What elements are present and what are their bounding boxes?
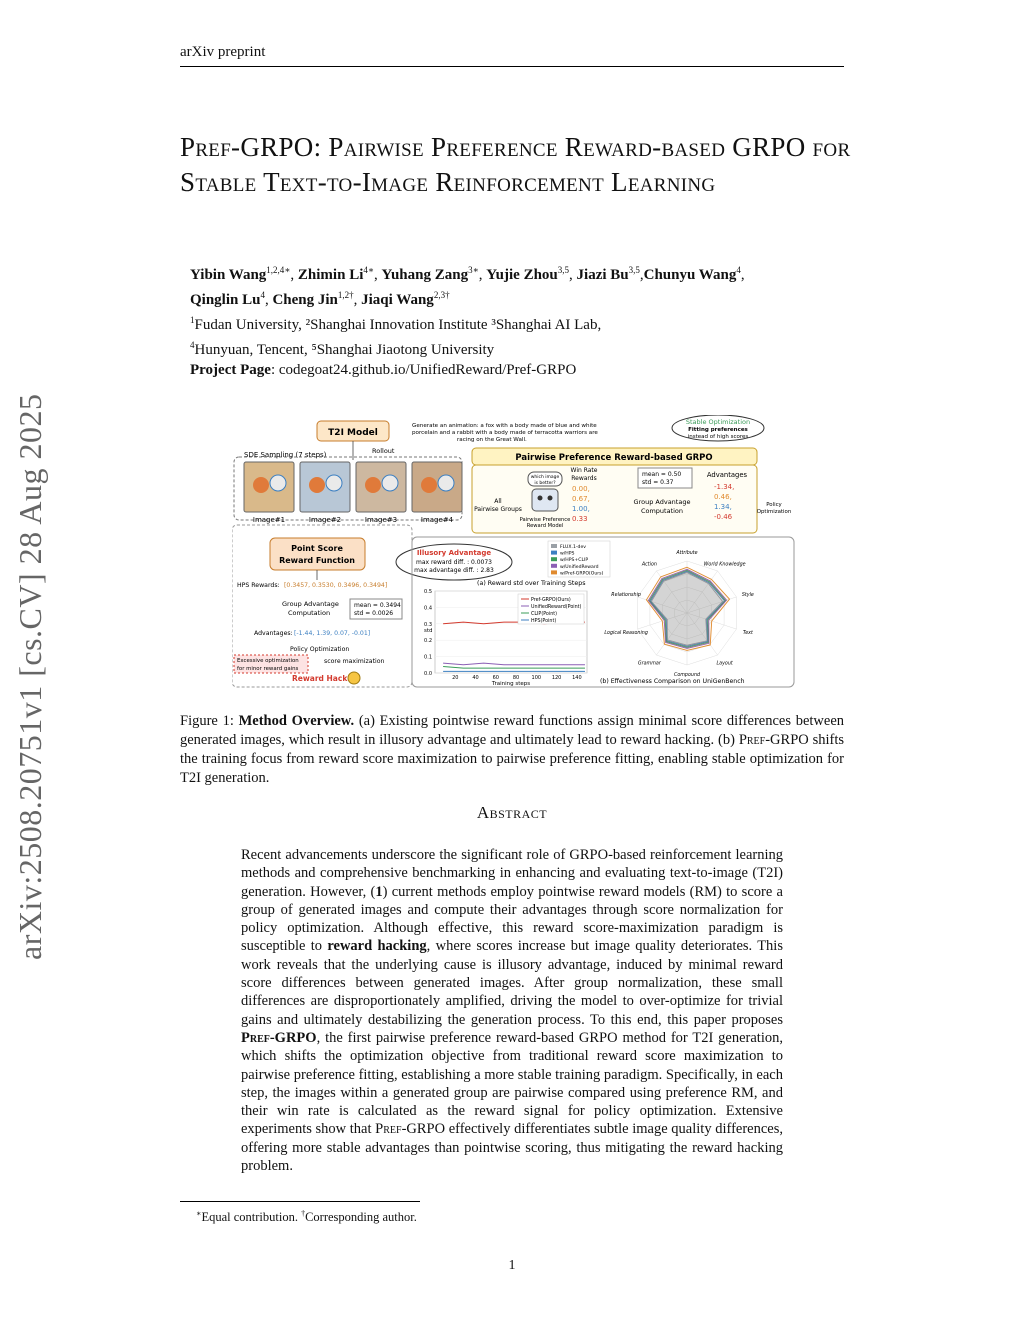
author-name: Qinglin Lu xyxy=(190,292,261,308)
y-tick-label: 0.5 xyxy=(424,589,432,595)
page-number: 1 xyxy=(508,1258,516,1273)
image-label: Image#2 xyxy=(308,516,342,524)
stable-line-2: instead of high scores xyxy=(687,434,749,440)
which-better-2: is better? xyxy=(534,481,556,486)
prompt-text-1: Generate an animation: a fox with a body made of blue and white xyxy=(412,423,597,429)
figure-canvas xyxy=(232,415,797,688)
radar-category-label: Text xyxy=(742,630,753,636)
radar-category-label: World Knowledge xyxy=(703,562,746,568)
y-tick-label: 0.3 xyxy=(424,621,432,628)
legend-swatch xyxy=(551,570,557,574)
x-tick-label: 80 xyxy=(512,675,520,681)
author-name: Zhimin Li xyxy=(297,267,364,283)
legend-label: HPS(Point) xyxy=(531,619,557,624)
rabbit-figure-icon xyxy=(270,475,286,491)
mean-right: mean = 0.50 xyxy=(642,471,682,478)
fox-figure-icon xyxy=(421,477,437,493)
advantages-left-values: [-1.44, 1.39, 0.07, -0.01] xyxy=(294,630,371,637)
radar-category-label: Layout xyxy=(716,661,733,667)
image-label: Image#3 xyxy=(364,516,398,524)
radar-category-label: Relationship xyxy=(611,593,641,599)
excessive-line-2: for minor reward gains xyxy=(237,666,299,672)
panel-b-title: (b) Effectiveness Comparison on UniGenBench xyxy=(600,678,745,685)
x-tick-label: 120 xyxy=(551,675,562,681)
generated-image-thumbnail xyxy=(356,462,406,512)
project-link[interactable]: : codegoat24.github.io/UnifiedReward/Pref-GRPO xyxy=(270,362,577,378)
legend-swatch xyxy=(551,557,557,561)
advantage-value: -0.46 xyxy=(714,513,733,521)
score-max-label: score maximization xyxy=(324,658,385,665)
generated-image-thumbnail xyxy=(244,462,294,512)
method-overview-figure xyxy=(232,415,797,688)
prompt-text-3: racing on the Great Wall. xyxy=(457,437,527,443)
win-rate-value: 0.33 xyxy=(572,515,588,523)
group-adv-left-label-1: Group Advantage xyxy=(282,600,339,608)
legend-swatch xyxy=(551,564,557,568)
rollout-label: Rollout xyxy=(372,447,395,455)
advantage-value: 1.34, xyxy=(714,503,732,511)
y-tick-label: 0.4 xyxy=(424,605,432,612)
reward-std-line-chart xyxy=(424,589,587,687)
illusory-line-1: max reward diff. : 0.0073 xyxy=(415,559,493,566)
author-name: Chunyu Wang xyxy=(643,267,737,283)
legend-label: w/HPS xyxy=(560,551,575,557)
x-axis-label: Training steps xyxy=(491,681,531,687)
y-tick-label: 0.2 xyxy=(424,638,432,645)
advantages-left-label: Advantages: xyxy=(254,630,293,637)
point-score-label-1: Point Score xyxy=(291,544,343,553)
policy-opt-right-2: Optimization xyxy=(756,509,792,515)
x-tick-label: 140 xyxy=(572,675,582,681)
running-header: arXiv preprint xyxy=(180,44,266,60)
hps-rewards-label: HPS Rewards: xyxy=(237,582,280,589)
radar-series xyxy=(646,567,729,650)
rabbit-figure-icon xyxy=(326,475,342,491)
policy-opt-left: Policy Optimization xyxy=(290,646,350,653)
paper-title: Pref-GRPO: Pairwise Preference Reward-based GRPO for Stable Text-to-Image Reinforcement Learning xyxy=(180,132,851,197)
author-block xyxy=(190,260,830,380)
fox-figure-icon xyxy=(309,477,325,493)
fox-figure-icon xyxy=(253,477,269,493)
illusory-title: Illusory Advantage xyxy=(416,549,492,557)
footnote: ∗Equal contribution. †Corresponding author. xyxy=(196,1209,417,1225)
affiliation-line: $^4$Hunyuan, Tencent, ⁵Shanghai Jiaotong University xyxy=(190,340,495,358)
author-name: Yujie Zhou xyxy=(486,267,558,283)
robot-eye-icon xyxy=(538,496,543,501)
crying-face-icon xyxy=(348,672,360,684)
arxiv-side-identifier: arXiv:2508.20751v1 [cs.CV] 28 Aug 2025 xyxy=(12,393,48,960)
rabbit-figure-icon xyxy=(382,475,398,491)
legend-label: UnifiedReward(Point) xyxy=(531,605,582,610)
std-left: std = 0.0026 xyxy=(354,610,394,617)
all-pairwise-1: All xyxy=(494,498,502,505)
legend-label: CLIP(Point) xyxy=(531,612,557,617)
std-right: std = 0.37 xyxy=(642,479,674,486)
hps-rewards-values: [0.3457, 0.3530, 0.3496, 0.3494] xyxy=(284,582,388,589)
legend-label: w/HPS+CLIP xyxy=(560,558,589,564)
stable-line-1: Fitting preferences xyxy=(688,427,748,433)
generated-image-thumbnail xyxy=(300,462,350,512)
legend-swatch xyxy=(551,544,557,548)
all-pairwise-2: Pairwise Groups xyxy=(474,506,522,513)
radar-category-label: Logical Reasoning xyxy=(604,630,648,636)
figure-caption: Figure 1: Method Overview. (a) Existing pointwise reward functions assign minimal score differences between generated images, which result in illusory advantage and ultimately lead to reward hacking. (b) Pref-GRPO shifts the training focus from reward score maximization to pairwise preference fitting, enabling stable optimization for T2I generation. xyxy=(180,713,845,786)
which-better-1: which image xyxy=(530,475,560,480)
radar-category-label: Action xyxy=(641,562,657,568)
illusory-line-2: max advantage diff. : 2.83 xyxy=(414,567,494,574)
x-tick-label: 20 xyxy=(452,675,459,681)
legend-label: w/Pref-GRPO(Ours) xyxy=(560,571,604,577)
footnote-rule xyxy=(180,1201,420,1202)
advantages-right-label: Advantages xyxy=(706,471,748,479)
author-name: Jiazi Bu xyxy=(576,267,629,283)
advantage-value: 0.46, xyxy=(714,493,732,501)
image-label: Image#1 xyxy=(252,516,286,524)
prompt-text-2: porcelain and a rabbit with a body made of terracotta warriors are xyxy=(412,430,598,436)
pref-rm-1: Pairwise Preference xyxy=(519,517,571,523)
author-name: Yibin Wang xyxy=(190,267,267,283)
panel-a-title: (a) Reward std over Training Steps xyxy=(477,580,586,587)
legend-label: w/UnifiedReward xyxy=(560,564,599,570)
y-tick-label: 0.1 xyxy=(424,654,432,661)
generated-image-thumbnail xyxy=(412,462,462,512)
point-score-label-2: Reward Function xyxy=(279,556,355,565)
image-label: Image#4 xyxy=(420,516,454,524)
win-rate-value: 0.00, xyxy=(572,485,590,493)
x-tick-label: 100 xyxy=(531,675,542,681)
stable-title: Stable Optimization xyxy=(685,418,751,426)
header-rule xyxy=(180,66,844,67)
group-adv-right-2: Computation xyxy=(640,507,684,515)
x-tick-label: 40 xyxy=(472,675,479,681)
image-thumbnails xyxy=(244,462,462,524)
mean-left: mean = 0.3494 xyxy=(354,602,401,609)
legend-label: FLUX.1-dev xyxy=(560,545,586,550)
pref-grpo-title: Pairwise Preference Reward-based GRPO xyxy=(515,453,713,463)
rabbit-figure-icon xyxy=(438,475,454,491)
project-page: Project Page: codegoat24.github.io/UnifiedReward/Pref-GRPO xyxy=(190,362,577,378)
author-name: Jiaqi Wang xyxy=(361,292,434,308)
radar-category-label: Grammar xyxy=(637,661,661,667)
pref-rm-2: Reward Model xyxy=(526,523,564,529)
win-rate-value: 0.67, xyxy=(572,495,590,503)
affiliation-line: $^1$Fudan University, ²Shanghai Innovation Institute ³Shanghai AI Lab, xyxy=(190,315,602,333)
fox-figure-icon xyxy=(365,477,381,493)
radar-category-label: Attribute xyxy=(676,551,698,556)
author-names: Yibin Wang$^{1,2,4∗}$, Zhimin $Li^{4∗}$, Yuhang Zang$^{3∗}$, Yujie Zhou$^{3,5}$, Jiazi Bu$^{3,5}$,Chunyu Wang$^4$, Qinglin Lu$^4$, Cheng Jin$^{1,2\dagger}$, Jiaqi Wang$^{2,3\dagger}$ xyxy=(190,265,745,308)
reward-hack-label: Reward Hack xyxy=(292,674,348,683)
win-rate-value: 1.00, xyxy=(572,505,590,513)
group-adv-right-1: Group Advantage xyxy=(633,498,691,506)
abstract-heading: Abstract xyxy=(476,803,548,822)
y-axis-label: std xyxy=(424,628,433,634)
win-rate-2: Rewards xyxy=(571,475,597,482)
group-adv-left-label-2: Computation xyxy=(288,609,331,617)
abstract-body: Recent advancements underscore the significant role of GRPO-based reinforcement learning methods and comprehensive benchmarking in enhancing and evaluating text-to-image (T2I) generation. However, (1) current methods employ pointwise reward models (RM) to score a group of generated images and compute their advantages through score normalization for policy optimization. Although effective, this reward score-maximization paradigm is susceptible to reward hacking, where scores increase but image quality deteriorates. This work reveals that the underlying cause is illusory advantage, induced by minimal reward score differences between generated images. After group normalization, these small differences are disproportionately amplified, driving the model to over-optimize for trivial gains and ultimately destabilizing the generation process. To this end, this paper proposes Pref-GRPO, the first pairwise preference reward-based GRPO method for T2I generation, which shifts the optimization objective from traditional reward score maximization to pairwise preference fitting, establishing a more stable training paradigm. Specifically, in each step, the images within a generated group are pairwise compared using preference RM, and their win rate is calculated as the reward signal for policy optimization. Extensive experiments show that Pref-GRPO effectively differentiates subtle image quality differences, offering more stable advantages than pointwise scoring, thus mitigating the reward hacking problem. xyxy=(241,847,783,1175)
x-tick-label: 60 xyxy=(492,675,499,681)
legend-swatch xyxy=(551,551,557,555)
policy-opt-right-1: Policy xyxy=(766,502,782,508)
win-rate-1: Win Rate xyxy=(570,467,598,474)
advantage-value: -1.34, xyxy=(714,483,735,491)
radar-category-label: Compound xyxy=(673,673,701,678)
author-name: Cheng Jin xyxy=(272,292,338,308)
t2i-model-label: T2I Model xyxy=(328,428,378,438)
excessive-line-1: Excessive optimization xyxy=(237,658,299,664)
radar-category-label: Style xyxy=(741,593,754,599)
sde-sampling-label: SDE Sampling (7 steps) xyxy=(244,451,327,459)
legend-label: Pref-GRPO(Ours) xyxy=(531,598,571,603)
robot-eye-icon xyxy=(548,496,553,501)
author-name: Yuhang Zang xyxy=(381,267,469,283)
y-tick-label: 0.0 xyxy=(424,671,432,677)
robot-icon xyxy=(532,489,558,511)
point-score-box xyxy=(270,538,365,570)
